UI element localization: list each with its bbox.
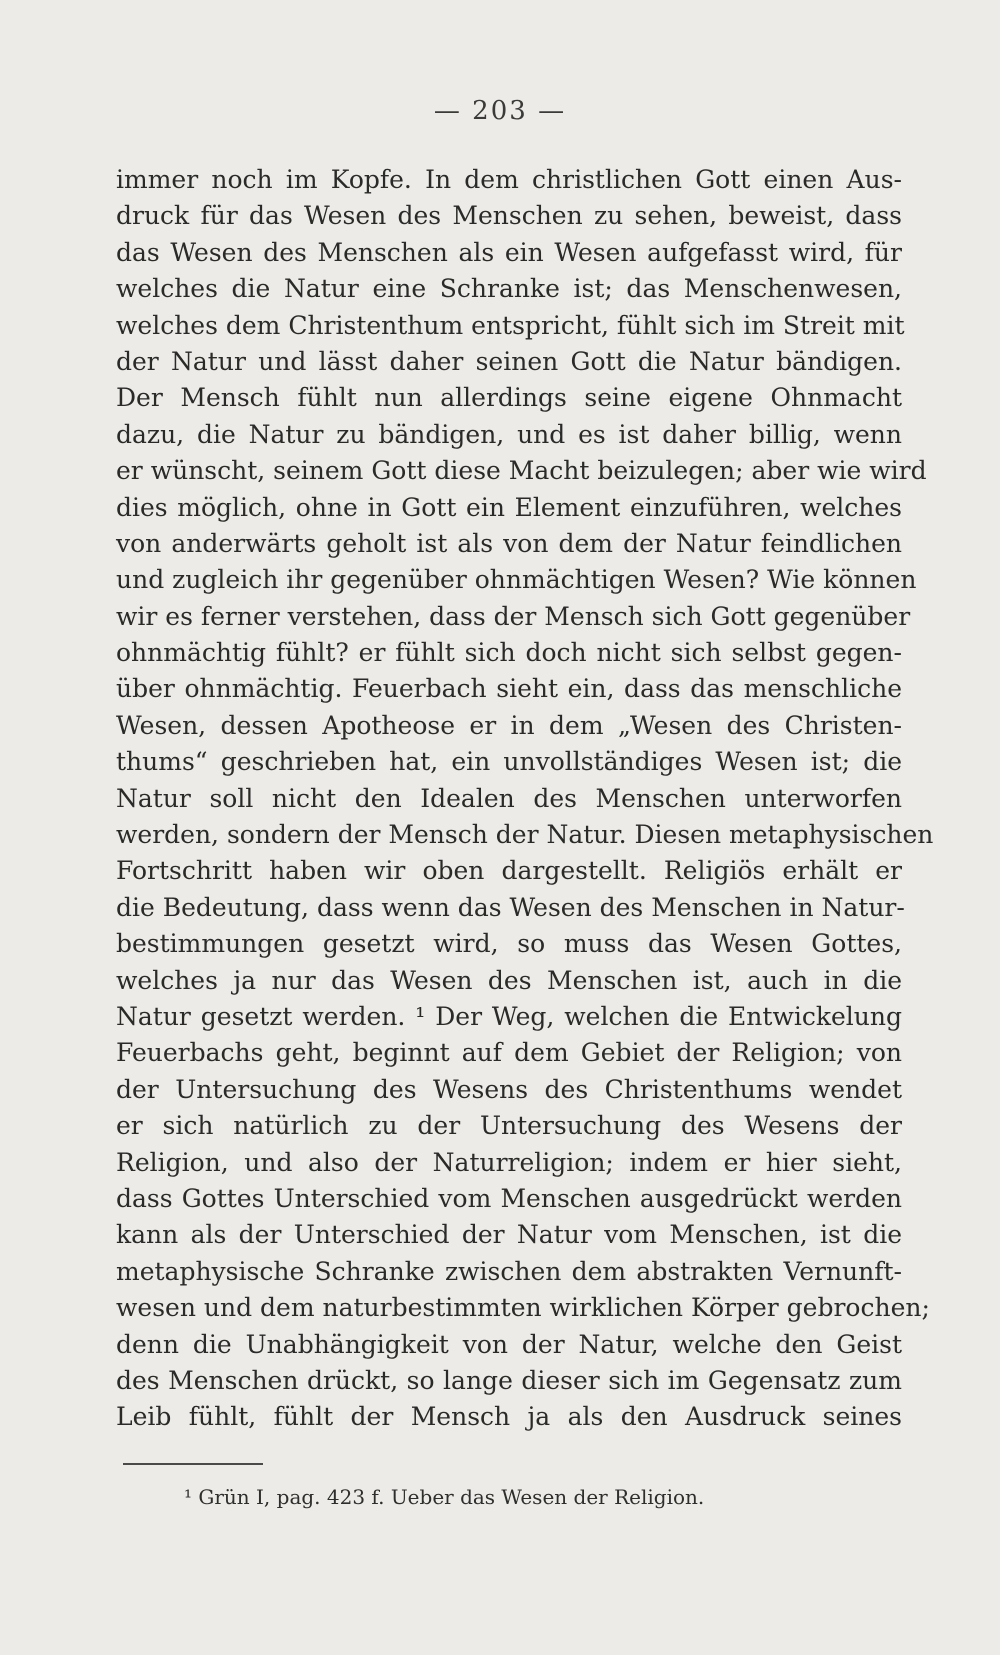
text-line: die Bedeutung, dass wenn das Wesen des Menschen in Natur- (116, 892, 905, 922)
text-line: immer noch im Kopfe. In dem christlichen Gott einen Aus- (116, 165, 902, 194)
text-line: Religion, und also der Naturreligion; indem er hier sieht, (116, 1147, 902, 1177)
text-line: Fortschritt haben wir oben dargestellt. Religiös erhält er (116, 856, 902, 886)
text-line: wesen und dem naturbestimmten wirklichen Körper gebrochen; (116, 1293, 930, 1323)
footnote: ¹ Grün I, pag. 423 f. Ueber das Wesen der Religion. (184, 1485, 705, 1509)
text-line: Leib fühlt, fühlt der Mensch ja als den Ausdruck seines (116, 1402, 902, 1432)
text-line: Natur soll nicht den Idealen des Menschen unterworfen (116, 783, 902, 813)
text-line: werden, sondern der Mensch der Natur. Diesen metaphysischen (116, 820, 934, 850)
text-line: denn die Unabhängigkeit von der Natur, welche den Geist (116, 1329, 902, 1359)
text-line: bestimmungen gesetzt wird, so muss das Wesen Gottes, (116, 929, 902, 959)
text-line: der Untersuchung des Wesens des Christenthums wendet (116, 1074, 902, 1104)
text-line: Wesen, dessen Apotheose er in dem „Wesen des Christen- (116, 710, 902, 740)
text-line: und zugleich ihr gegenüber ohnmächtigen Wesen? Wie können (116, 565, 917, 595)
text-line: thums“ geschrieben hat, ein unvollständiges Wesen ist; die (116, 747, 902, 777)
text-line: über ohnmächtig. Feuerbach sieht ein, dass das menschliche (116, 674, 902, 704)
text-line: Natur gesetzt werden. ¹ Der Weg, welchen die Entwickelung (116, 1001, 902, 1031)
footnote-separator (123, 1463, 263, 1465)
text-line: wir es ferner verstehen, dass der Mensch sich Gott gegenüber (116, 601, 911, 631)
text-line: welches die Natur eine Schranke ist; das Menschenwesen, (116, 274, 902, 304)
text-line: ohnmächtig fühlt? er fühlt sich doch nicht sich selbst gegen- (116, 638, 902, 668)
text-line: dazu, die Natur zu bändigen, und es ist daher billig, wenn (116, 419, 902, 449)
text-line: welches ja nur das Wesen des Menschen ist, auch in die (116, 965, 902, 995)
text-line: er sich natürlich zu der Untersuchung des Wesens der (116, 1111, 902, 1141)
text-line: kann als der Unterschied der Natur vom Menschen, ist die (116, 1220, 902, 1250)
text-line: das Wesen des Menschen als ein Wesen aufgefasst wird, für (116, 237, 902, 267)
text-line: Der Mensch fühlt nun allerdings seine eigene Ohnmacht (116, 383, 902, 413)
page-number: — 203 — (433, 96, 567, 126)
text-line: welches dem Christenthum entspricht, fühlt sich im Streit mit (116, 310, 905, 340)
text-line: Feuerbachs geht, beginnt auf dem Gebiet der Religion; von (116, 1038, 902, 1068)
text-line: dies möglich, ohne in Gott ein Element einzuführen, welches (116, 492, 902, 522)
text-line: dass Gottes Unterschied vom Menschen ausgedrückt werden (116, 1183, 902, 1213)
text-line: druck für das Wesen des Menschen zu sehen, beweist, dass (116, 201, 902, 231)
text-line: der Natur und lässt daher seinen Gott die Natur bändigen. (116, 346, 902, 376)
body-text (116, 162, 934, 1436)
text-line: von anderwärts geholt ist als von dem der Natur feindlichen (116, 528, 902, 558)
text-line: er wünscht, seinem Gott diese Macht beizulegen; aber wie wird (116, 456, 927, 486)
text-line: des Menschen drückt, so lange dieser sich im Gegensatz zum (116, 1365, 902, 1395)
text-line: metaphysische Schranke zwischen dem abstrakten Vernunft- (116, 1256, 902, 1286)
